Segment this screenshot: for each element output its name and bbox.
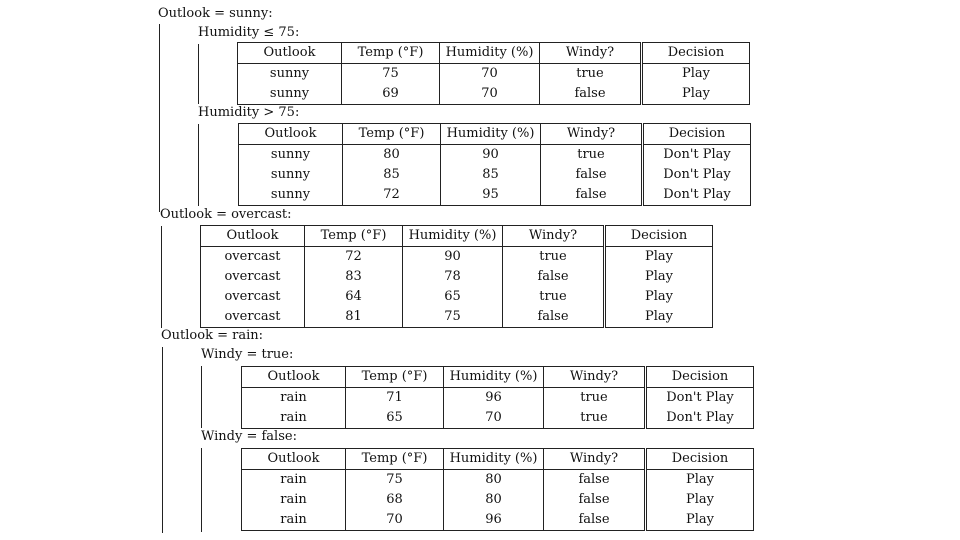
column-header-decision: Decision bbox=[646, 449, 754, 470]
table-header-row bbox=[239, 124, 751, 145]
cell-decision: Don't Play bbox=[646, 408, 754, 429]
subsection-heading-windy-false: Windy = false: bbox=[201, 429, 297, 444]
cell-windy: false bbox=[503, 267, 605, 287]
column-header-decision: Decision bbox=[646, 367, 754, 388]
column-header-temp: Temp (°F) bbox=[346, 367, 444, 388]
cell-outlook: rain bbox=[280, 410, 307, 425]
cell-humidity: 65 bbox=[403, 287, 503, 307]
cell-humidity: 70 bbox=[444, 408, 544, 429]
column-header-outlook: Outlook bbox=[239, 124, 343, 145]
table-row bbox=[201, 267, 713, 287]
cell-windy: true bbox=[544, 408, 646, 429]
cell-temp: 69 bbox=[342, 84, 440, 105]
cell-temp: 71 bbox=[346, 388, 444, 409]
cell-windy: true bbox=[541, 145, 643, 166]
cell-humidity: 90 bbox=[441, 145, 541, 166]
table-row bbox=[201, 307, 713, 328]
cell-windy: true bbox=[503, 247, 605, 268]
cell-outlook: rain bbox=[280, 492, 307, 507]
cell-humidity: 85 bbox=[441, 165, 541, 185]
tree-branch-line bbox=[162, 347, 163, 533]
cell-temp: 80 bbox=[343, 145, 441, 166]
cell-temp: 85 bbox=[343, 165, 441, 185]
column-header-windy: Windy? bbox=[544, 367, 646, 388]
column-header-outlook: Outlook bbox=[201, 226, 305, 247]
table-row bbox=[242, 388, 754, 409]
column-header-humidity: Humidity (%) bbox=[440, 43, 540, 64]
table-row bbox=[201, 287, 713, 307]
cell-temp: 83 bbox=[305, 267, 403, 287]
table-header-row bbox=[242, 449, 754, 470]
table-header-row bbox=[238, 43, 750, 64]
cell-humidity: 96 bbox=[444, 510, 544, 531]
table-row bbox=[242, 490, 754, 510]
table-row bbox=[239, 185, 751, 206]
table-sunny-humidity-le-75 bbox=[237, 42, 750, 105]
cell-windy: true bbox=[503, 287, 605, 307]
cell-humidity: 90 bbox=[403, 247, 503, 268]
column-header-humidity: Humidity (%) bbox=[403, 226, 503, 247]
cell-outlook: overcast bbox=[224, 249, 281, 264]
cell-outlook: overcast bbox=[224, 289, 281, 304]
cell-humidity: 70 bbox=[440, 64, 540, 85]
cell-decision: Play bbox=[605, 287, 713, 307]
column-header-decision: Decision bbox=[605, 226, 713, 247]
cell-windy: true bbox=[540, 64, 642, 85]
cell-decision: Play bbox=[605, 307, 713, 328]
column-header-outlook: Outlook bbox=[242, 367, 346, 388]
cell-decision: Play bbox=[646, 510, 754, 531]
cell-temp: 75 bbox=[342, 64, 440, 85]
column-header-temp: Temp (°F) bbox=[305, 226, 403, 247]
cell-temp: 75 bbox=[346, 470, 444, 491]
section-heading-rain: Outlook = rain: bbox=[161, 328, 263, 343]
cell-outlook: rain bbox=[280, 512, 307, 527]
cell-decision: Don't Play bbox=[643, 165, 751, 185]
cell-outlook: rain bbox=[280, 472, 307, 487]
cell-decision: Play bbox=[646, 470, 754, 491]
cell-windy: false bbox=[544, 510, 646, 531]
column-header-humidity: Humidity (%) bbox=[441, 124, 541, 145]
table-row bbox=[242, 510, 754, 531]
table-overcast bbox=[200, 225, 713, 328]
cell-outlook: sunny bbox=[270, 187, 311, 202]
table-row bbox=[238, 84, 750, 105]
column-header-outlook: Outlook bbox=[242, 449, 346, 470]
subsection-heading-windy-true: Windy = true: bbox=[201, 347, 294, 362]
table-row bbox=[239, 145, 751, 166]
cell-windy: false bbox=[541, 165, 643, 185]
cell-decision: Don't Play bbox=[643, 185, 751, 206]
cell-outlook: sunny bbox=[270, 167, 311, 182]
table-row bbox=[201, 247, 713, 268]
cell-windy: false bbox=[503, 307, 605, 328]
table-sunny-humidity-gt-75 bbox=[238, 123, 751, 206]
column-header-temp: Temp (°F) bbox=[343, 124, 441, 145]
column-header-outlook: Outlook bbox=[238, 43, 342, 64]
tree-branch-line bbox=[161, 226, 162, 328]
cell-windy: false bbox=[544, 470, 646, 491]
cell-decision: Play bbox=[642, 64, 750, 85]
tree-branch-line bbox=[159, 24, 160, 212]
table-row bbox=[238, 64, 750, 85]
column-header-windy: Windy? bbox=[541, 124, 643, 145]
cell-humidity: 95 bbox=[441, 185, 541, 206]
tree-branch-line bbox=[198, 124, 199, 206]
cell-windy: false bbox=[540, 84, 642, 105]
cell-humidity: 80 bbox=[444, 490, 544, 510]
cell-humidity: 75 bbox=[403, 307, 503, 328]
cell-temp: 64 bbox=[305, 287, 403, 307]
subsection-heading-humidity-le-75: Humidity ≤ 75: bbox=[198, 25, 300, 40]
cell-outlook: overcast bbox=[224, 309, 281, 324]
cell-outlook: overcast bbox=[224, 269, 281, 284]
column-header-decision: Decision bbox=[643, 124, 751, 145]
cell-decision: Play bbox=[605, 247, 713, 268]
section-heading-overcast: Outlook = overcast: bbox=[160, 207, 292, 222]
cell-temp: 68 bbox=[346, 490, 444, 510]
cell-humidity: 70 bbox=[440, 84, 540, 105]
cell-humidity: 78 bbox=[403, 267, 503, 287]
subsection-heading-humidity-gt-75: Humidity > 75: bbox=[198, 105, 300, 120]
section-heading-sunny: Outlook = sunny: bbox=[158, 6, 273, 21]
table-rain-windy-true bbox=[241, 366, 754, 429]
cell-temp: 65 bbox=[346, 408, 444, 429]
cell-decision: Play bbox=[642, 84, 750, 105]
cell-decision: Play bbox=[605, 267, 713, 287]
cell-outlook: rain bbox=[280, 390, 307, 405]
column-header-humidity: Humidity (%) bbox=[444, 449, 544, 470]
cell-outlook: sunny bbox=[269, 66, 310, 81]
cell-temp: 70 bbox=[346, 510, 444, 531]
cell-humidity: 96 bbox=[444, 388, 544, 409]
cell-windy: true bbox=[544, 388, 646, 409]
cell-temp: 72 bbox=[305, 247, 403, 268]
column-header-windy: Windy? bbox=[540, 43, 642, 64]
table-rain-windy-false bbox=[241, 448, 754, 531]
cell-windy: false bbox=[541, 185, 643, 206]
table-row bbox=[239, 165, 751, 185]
cell-humidity: 80 bbox=[444, 470, 544, 491]
table-row bbox=[242, 470, 754, 491]
cell-temp: 81 bbox=[305, 307, 403, 328]
tree-branch-line bbox=[201, 366, 202, 428]
cell-windy: false bbox=[544, 490, 646, 510]
tree-branch-line bbox=[201, 448, 202, 532]
column-header-humidity: Humidity (%) bbox=[444, 367, 544, 388]
tree-branch-line bbox=[198, 44, 199, 104]
column-header-windy: Windy? bbox=[544, 449, 646, 470]
column-header-temp: Temp (°F) bbox=[346, 449, 444, 470]
cell-outlook: sunny bbox=[269, 86, 310, 101]
cell-decision: Play bbox=[646, 490, 754, 510]
table-header-row bbox=[201, 226, 713, 247]
table-row bbox=[242, 408, 754, 429]
table-header-row bbox=[242, 367, 754, 388]
cell-outlook: sunny bbox=[270, 147, 311, 162]
cell-decision: Don't Play bbox=[646, 388, 754, 409]
column-header-temp: Temp (°F) bbox=[342, 43, 440, 64]
cell-decision: Don't Play bbox=[643, 145, 751, 166]
column-header-windy: Windy? bbox=[503, 226, 605, 247]
column-header-decision: Decision bbox=[642, 43, 750, 64]
cell-temp: 72 bbox=[343, 185, 441, 206]
